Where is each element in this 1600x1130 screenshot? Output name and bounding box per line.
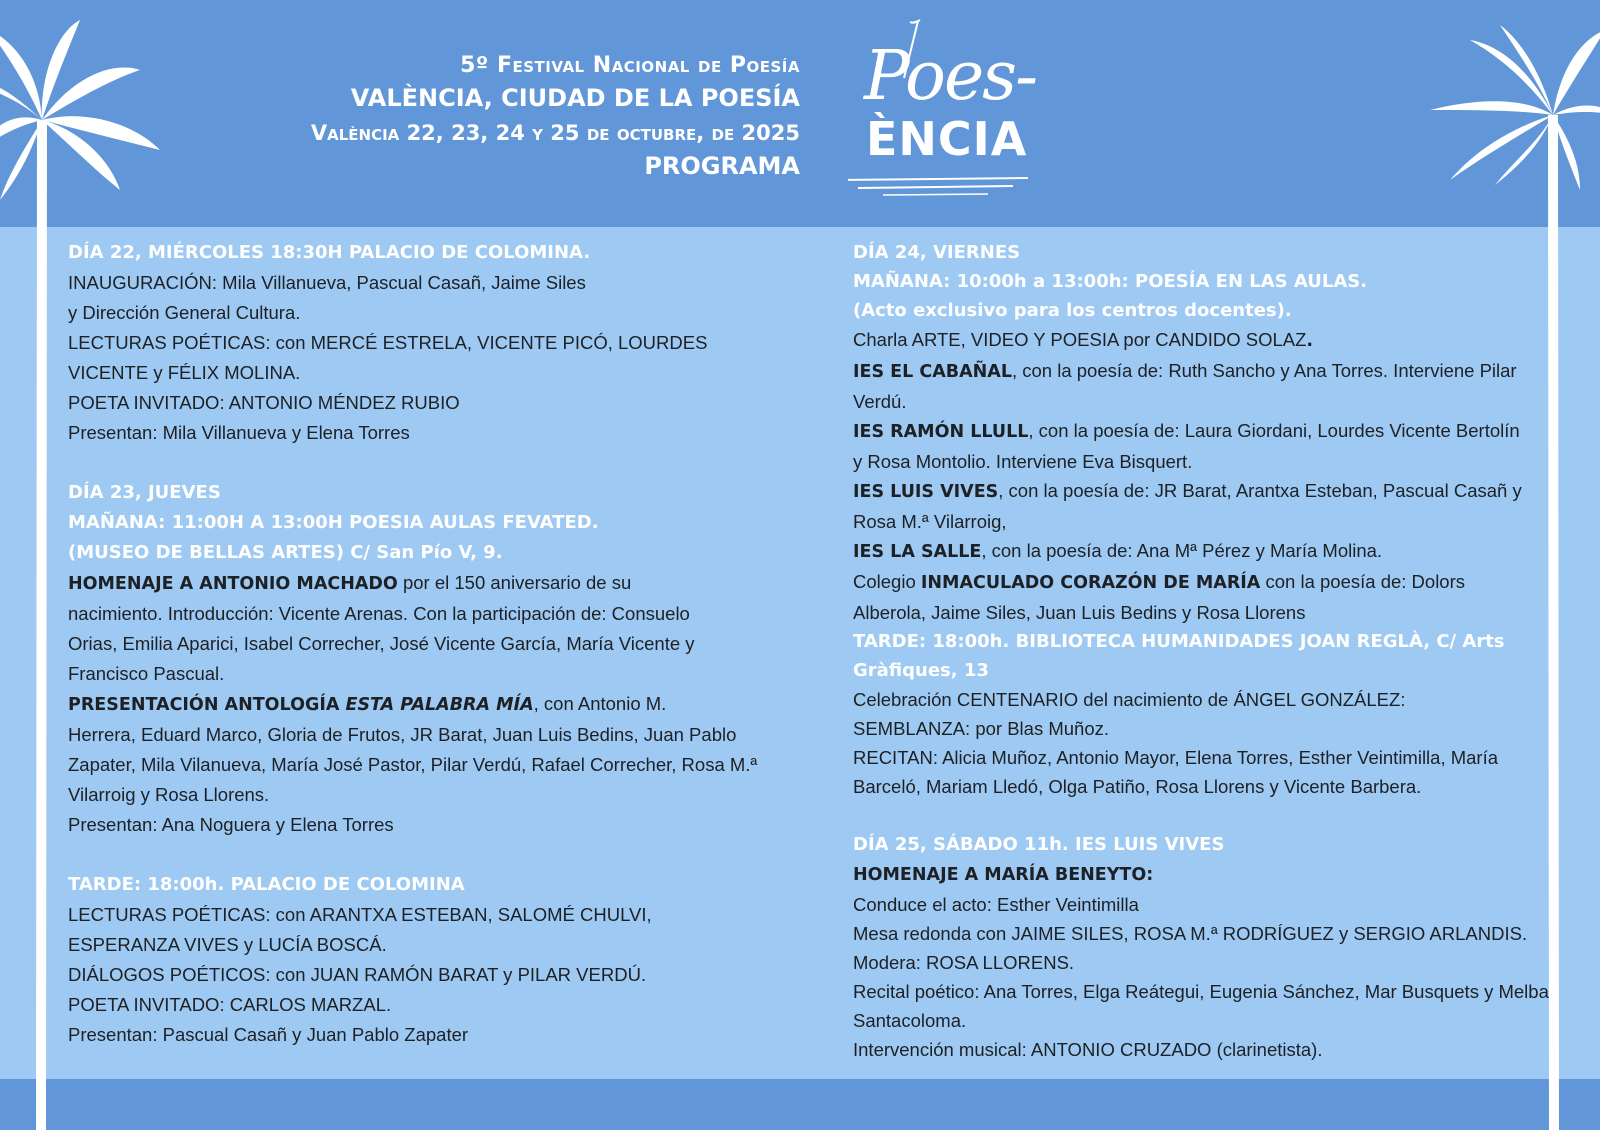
- day23-text: , con Antonio M.: [533, 693, 667, 714]
- day23-line: Presentan: Ana Noguera y Elena Torres: [68, 814, 394, 835]
- day23-line: Herrera, Eduard Marco, Gloria de Frutos, JR Barat, Juan Luis Bedins, Juan Pablo: [68, 724, 737, 745]
- day22-line: INAUGURACIÓN: Mila Villanueva, Pascual Casañ, Jaime Siles: [68, 272, 586, 293]
- day22-line: VICENTE y FÉLIX MOLINA.: [68, 362, 301, 383]
- ies-text: , con la poesía de: Laura Giordani, Lourdes Vicente Bertolín: [1028, 420, 1520, 441]
- day24-line: [853, 476, 1553, 507]
- colegio-text: con la poesía de: Dolors: [1260, 571, 1466, 592]
- day24-note: (Acto exclusivo para los centros docentes).: [853, 300, 1292, 321]
- ies-text: , con la poesía de: Ana Mª Pérez y María Molina.: [981, 540, 1383, 561]
- programa-heading: PROGRAMA: [644, 152, 800, 180]
- day23-line: [68, 568, 768, 599]
- day25-line: Santacoloma.: [853, 1010, 967, 1031]
- ies-text: , con la poesía de: JR Barat, Arantxa Esteban, Pascual Casañ y: [998, 480, 1522, 501]
- day23-line: Zapater, Mila Vilanueva, María José Pastor, Pilar Verdú, Rafael Correcher, Rosa M.ª: [68, 754, 758, 775]
- day23-venue: (MUSEO DE BELLAS ARTES) C/ San Pío V, 9.: [68, 542, 503, 563]
- ies-text: , con la poesía de: Ruth Sancho y Ana Torres. Interviene Pilar: [1011, 360, 1517, 381]
- day23-text: por el 150 aniversario de su: [397, 572, 632, 593]
- header-band: [0, 0, 1600, 227]
- day24-line: Rosa M.ª Vilarroig,: [853, 511, 1007, 532]
- festival-edition: 5º Festival Nacional de Poesía: [460, 53, 800, 78]
- day23-morning-heading: MAÑANA: 11:00H A 13:00H POESIA AULAS FEVATED.: [68, 512, 599, 533]
- day25-line: Recital poético: Ana Torres, Elga Reátegui, Eugenia Sánchez, Mar Busquets y Melba: [853, 981, 1549, 1002]
- homenaje-beneyto: HOMENAJE A MARÍA BENEYTO:: [853, 865, 1154, 885]
- day25-heading: DÍA 25, SÁBADO 11h. IES LUIS VIVES: [853, 834, 1225, 855]
- antologia-title: ESTA PALABRA MÍA: [345, 695, 534, 715]
- day23-line: Francisco Pascual.: [68, 663, 225, 684]
- festival-city-tagline: VALÈNCIA, CIUDAD DE LA POESÍA: [350, 84, 800, 112]
- ies-la-salle: IES LA SALLE: [853, 542, 982, 562]
- presentacion-antologia: PRESENTACIÓN ANTOLOGÍA: [68, 695, 346, 715]
- day23-afternoon-line: Presentan: Pascual Casañ y Juan Pablo Zapater: [68, 1024, 469, 1045]
- day23-afternoon-line: POETA INVITADO: CARLOS MARZAL.: [68, 994, 392, 1015]
- day24-afternoon-line: Barceló, Mariam Lledó, Olga Patiño, Rosa Llorens y Vicente Barbera.: [853, 776, 1422, 797]
- colegio-text: Colegio: [853, 571, 921, 592]
- day25-line: Conduce el acto: Esther Veintimilla: [853, 894, 1139, 915]
- day24-morning-heading: MAÑANA: 10:00h a 13:00h: POESÍA EN LAS AULAS.: [853, 271, 1368, 292]
- day22-line: LECTURAS POÉTICAS: con MERCÉ ESTRELA, VICENTE PICÓ, LOURDES: [68, 332, 708, 353]
- day24-line: [853, 536, 1553, 567]
- program-column-right: [853, 238, 1553, 1064]
- charla-text: Charla ARTE, VIDEO Y POESIA por CANDIDO SOLAZ: [853, 329, 1307, 350]
- ies-luis-vives: IES LUIS VIVES: [853, 482, 999, 502]
- day23-afternoon-line: LECTURAS POÉTICAS: con ARANTXA ESTEBAN, SALOMÉ CHULVI,: [68, 904, 652, 925]
- day25-line: Intervención musical: ANTONIO CRUZADO (clarinetista).: [853, 1039, 1323, 1060]
- day24-afternoon-line: RECITAN: Alicia Muñoz, Antonio Mayor, Elena Torres, Esther Veintimilla, María: [853, 747, 1499, 768]
- day23-line: nacimiento. Introducción: Vicente Arenas. Con la participación de: Consuelo: [68, 603, 690, 624]
- day24-line: [853, 567, 1553, 598]
- day23-heading: DÍA 23, JUEVES: [68, 482, 221, 503]
- day23-afternoon-heading: TARDE: 18:00h. PALACIO DE COLOMINA: [68, 874, 465, 895]
- day25-line: [853, 859, 1553, 890]
- charla-period: .: [1306, 331, 1314, 351]
- day22-line: y Dirección General Cultura.: [68, 302, 301, 323]
- footer-band: [0, 1079, 1600, 1130]
- day24-afternoon-heading: TARDE: 18:00h. BIBLIOTECA HUMANIDADES JOAN REGLÀ, C/ Arts: [853, 631, 1505, 652]
- day24-line: y Rosa Montolio. Interviene Eva Bisquert.: [853, 451, 1193, 472]
- day22-line: Presentan: Mila Villanueva y Elena Torres: [68, 422, 410, 443]
- day24-heading: DÍA 24, VIERNES: [853, 242, 1021, 263]
- day23-line: [68, 689, 768, 720]
- logo-script-text: Poes-: [864, 37, 1037, 116]
- homenaje-machado: HOMENAJE A ANTONIO MACHADO: [68, 574, 398, 594]
- day25-line: Mesa redonda con JAIME SILES, ROSA M.ª RODRÍGUEZ y SERGIO ARLANDIS.: [853, 923, 1528, 944]
- day24-line: Alberola, Jaime Siles, Juan Luis Bedins y Rosa Llorens: [853, 602, 1306, 623]
- day24-line: [853, 325, 1553, 356]
- day23-afternoon-line: ESPERANZA VIVES y LUCÍA BOSCÁ.: [68, 934, 387, 955]
- day24-line: [853, 416, 1553, 447]
- day24-afternoon-line: SEMBLANZA: por Blas Muñoz.: [853, 718, 1110, 739]
- festival-title-block: [311, 50, 800, 183]
- day23-line: Orias, Emilia Aparici, Isabel Correcher, José Vicente García, María Vicente y: [68, 633, 695, 654]
- ies-ramon-llull: IES RAMÓN LLULL: [853, 422, 1029, 442]
- day25-line: Modera: ROSA LLORENS.: [853, 952, 1075, 973]
- day24-line: Verdú.: [853, 391, 907, 412]
- festival-dates: València 22, 23, 24 y 25 de octubre, de 2025: [310, 121, 800, 145]
- day23-line: Vilarroig y Rosa Llorens.: [68, 784, 270, 805]
- day24-line: [853, 356, 1553, 387]
- colegio-inmaculado: INMACULADO CORAZÓN DE MARÍA: [920, 573, 1261, 593]
- day23-afternoon-line: DIÁLOGOS POÉTICOS: con JUAN RAMÓN BARAT y PILAR VERDÚ.: [68, 964, 647, 985]
- logo-block-text: ÈNCIA: [866, 112, 1028, 166]
- day22-heading: DÍA 22, MIÉRCOLES 18:30H PALACIO DE COLOMINA.: [68, 242, 591, 263]
- program-column-left: [68, 238, 768, 1050]
- ies-cabanal: IES EL CABAÑAL: [853, 362, 1012, 382]
- day24-afternoon-venue: Gràfiques, 13: [853, 660, 989, 681]
- day22-line: POETA INVITADO: ANTONIO MÉNDEZ RUBIO: [68, 392, 460, 413]
- poesencia-logo: [848, 18, 1048, 198]
- day24-afternoon-line: Celebración CENTENARIO del nacimiento de ÁNGEL GONZÁLEZ:: [853, 689, 1406, 710]
